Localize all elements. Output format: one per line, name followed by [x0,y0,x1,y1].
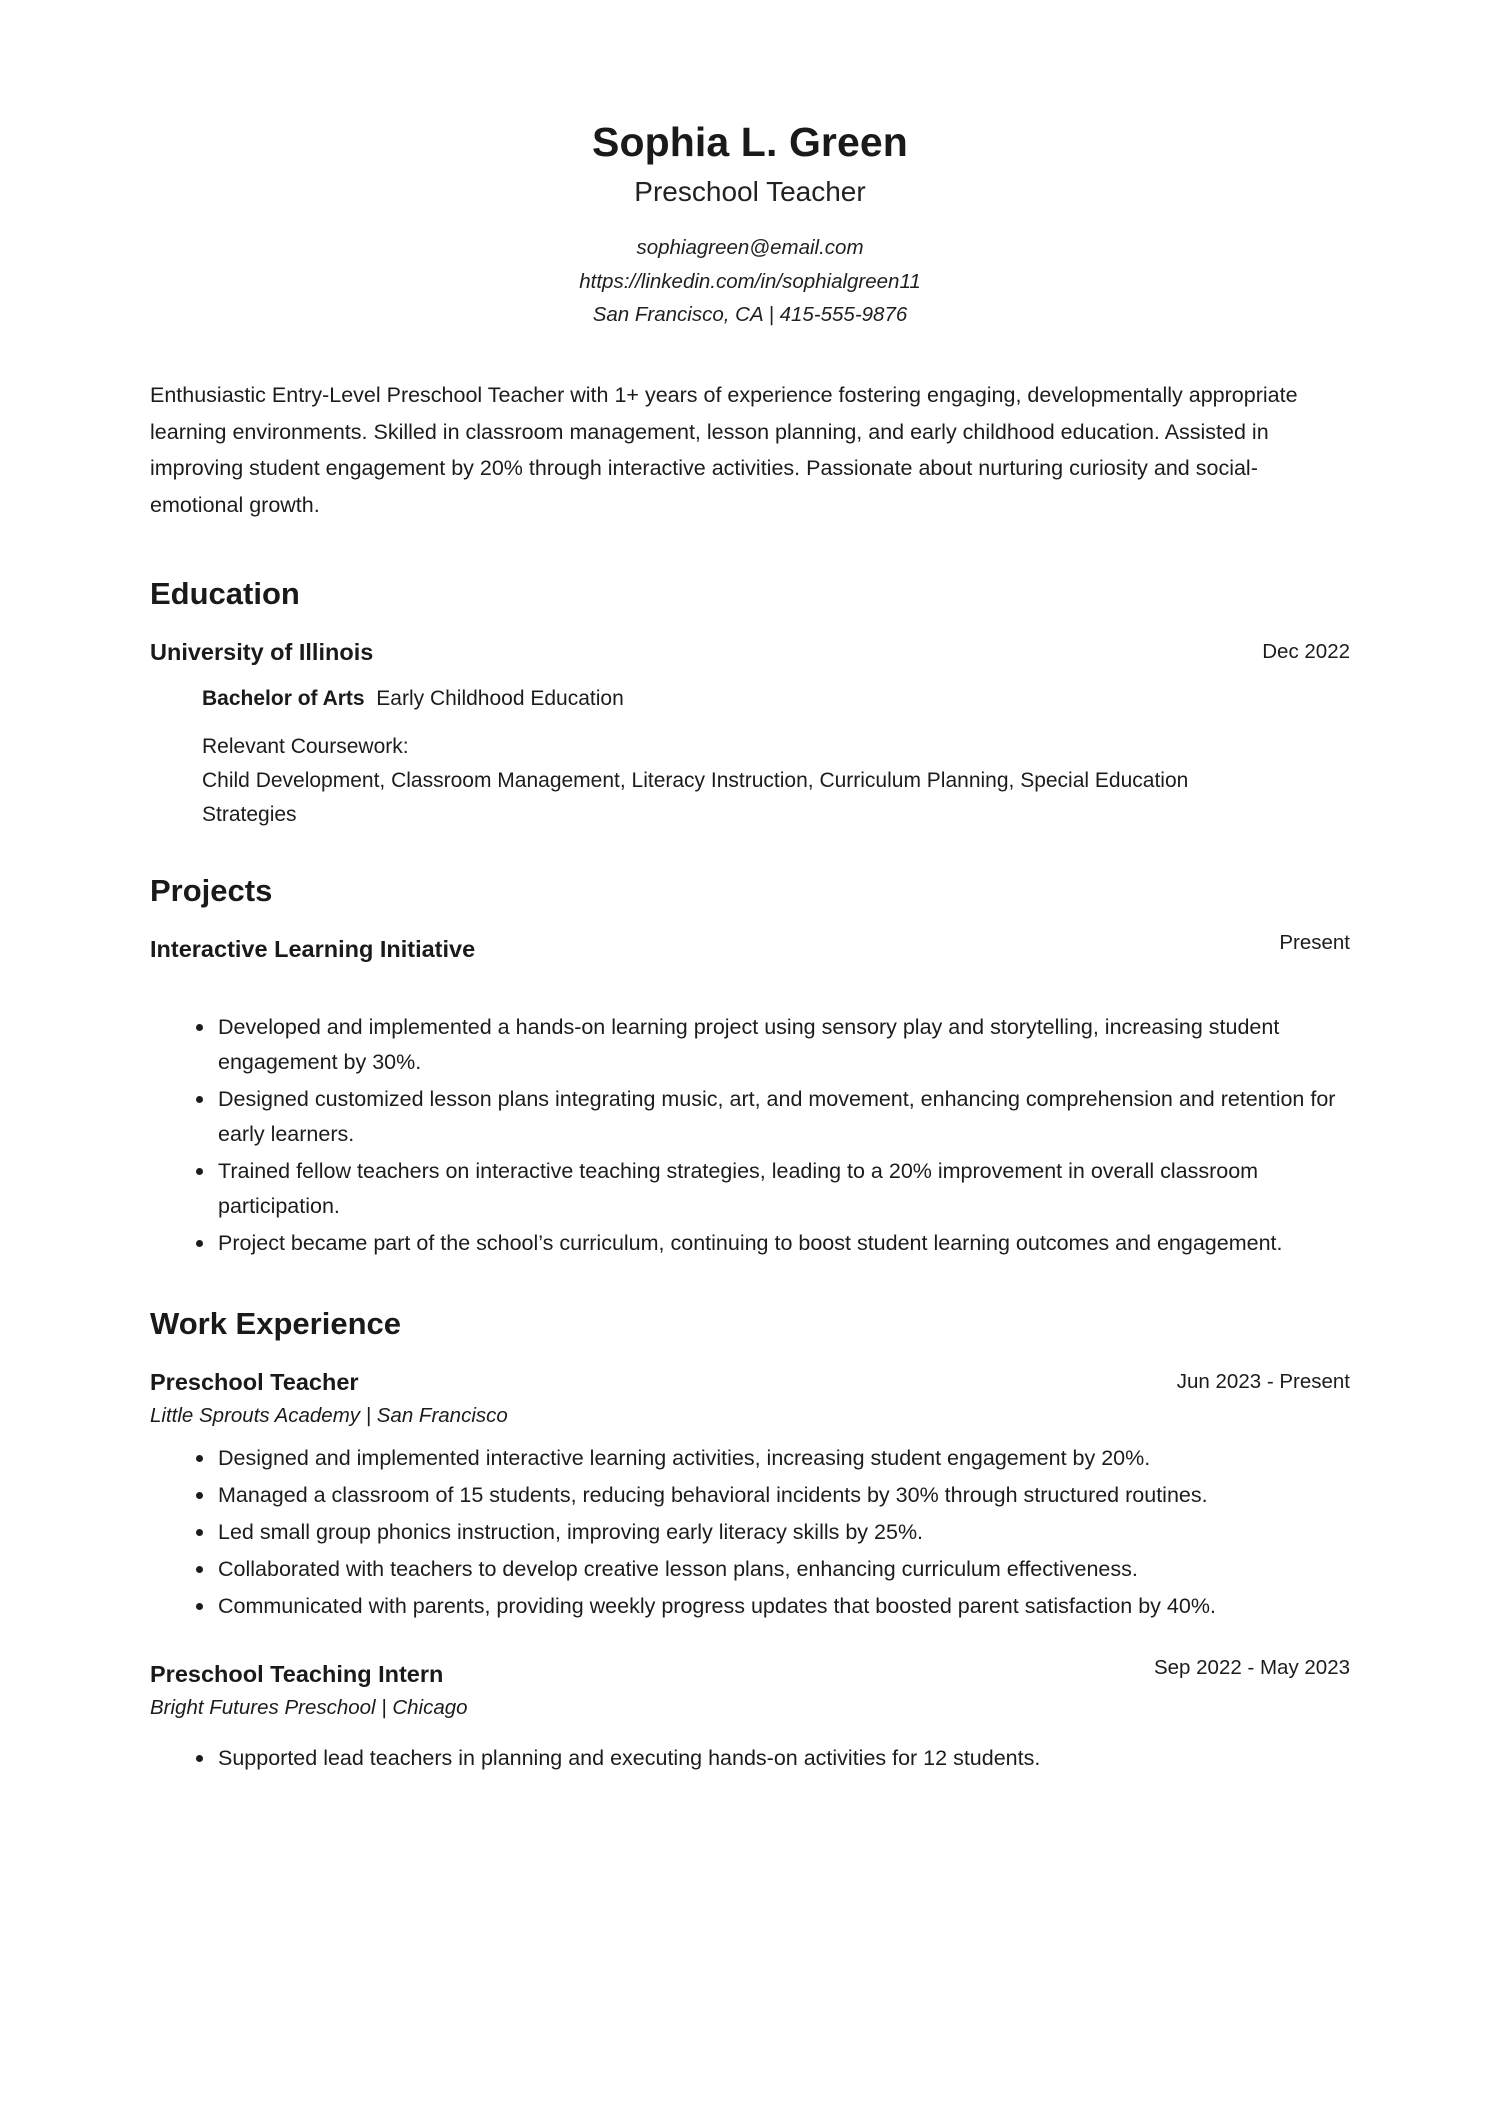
contact-email[interactable]: sophiagreen@email.com [636,236,864,260]
education-school: University of Illinois [150,639,374,666]
professional-summary: Enthusiastic Entry-Level Preschool Teacher with 1+ years of experience fostering engaging, developmentally appropriate learning environments. Skilled in classroom management, lesson planning, and early childhood education. Assisted in improving student engagement by 20% through interactive activities. Passionate about nurturing curiosity and social-emotional growth. [150,382,1298,517]
job-title: Preschool Teacher [150,1369,359,1396]
project-entry [150,933,1350,1261]
list-item: Managed a classroom of 15 students, reducing behavioral incidents by 30% through structured routines. [150,1478,1350,1513]
list-item: Led small group phonics instruction, improving early literacy skills by 25%. [150,1515,1350,1550]
job-title: Preschool Teaching Intern [150,1661,444,1688]
candidate-job-title: Preschool Teacher [634,176,866,208]
coursework-label: Relevant Coursework: [202,734,409,758]
job-organization: Little Sprouts Academy | San Francisco [150,1404,508,1428]
education-heading: Education [150,576,300,612]
list-item: Designed and implemented interactive learning activities, increasing student engagement by 20%. [150,1441,1350,1476]
education-degree-line [202,683,1350,716]
list-item: Supported lead teachers in planning and executing hands-on activities for 12 students. [150,1741,1350,1776]
work-experience-section [150,1305,1350,1776]
list-item: Communicated with parents, providing weekly progress updates that boosted parent satisfaction by 40%. [150,1589,1350,1624]
education-date: Dec 2022 [1262,640,1350,664]
list-item: Collaborated with teachers to develop creative lesson plans, enhancing curriculum effectiveness. [150,1552,1350,1587]
job-organization: Bright Futures Preschool | Chicago [150,1695,468,1719]
candidate-name: Sophia L. Green [592,119,908,165]
job-date: Sep 2022 - May 2023 [1153,1656,1350,1680]
education-degree: Bachelor of Arts [202,687,365,711]
list-item: Trained fellow teachers on interactive teaching strategies, leading to a 20% improvement in overall classroom participation. [150,1154,1350,1224]
resume-header [150,118,1350,331]
list-item: Developed and implemented a hands-on learning project using sensory play and storytelling, increasing student engagement by 30%. [150,1010,1350,1080]
projects-section [150,872,1350,1261]
coursework-list: Child Development, Classroom Management, Literacy Instruction, Curriculum Planning, Special Education Strategies [202,768,1189,826]
work-entry-preschool-teaching-intern [150,1658,1350,1776]
work-entry-preschool-teacher [150,1366,1350,1624]
job-date: Jun 2023 - Present [1176,1370,1350,1394]
job-bullet-list [150,1741,1350,1776]
project-date: Present [1279,931,1350,955]
job-bullet-list [150,1441,1350,1624]
projects-heading: Projects [150,872,273,908]
project-bullet-list [150,1010,1350,1261]
list-item: Designed customized lesson plans integrating music, art, and movement, enhancing comprehension and retention for early learners. [150,1082,1350,1152]
education-detail [150,683,1350,832]
contact-location-phone: San Francisco, CA | 415-555-9876 [592,302,908,326]
contact-linkedin[interactable]: https://linkedin.com/in/sophialgreen11 [579,269,921,293]
project-title: Interactive Learning Initiative [150,936,476,963]
list-item: Project became part of the school’s curriculum, continuing to boost student learning outcomes and engagement. [150,1226,1350,1261]
work-experience-heading: Work Experience [150,1306,401,1342]
education-section [150,575,1350,832]
education-entry [150,636,1350,831]
education-field: Early Childhood Education [376,687,624,711]
